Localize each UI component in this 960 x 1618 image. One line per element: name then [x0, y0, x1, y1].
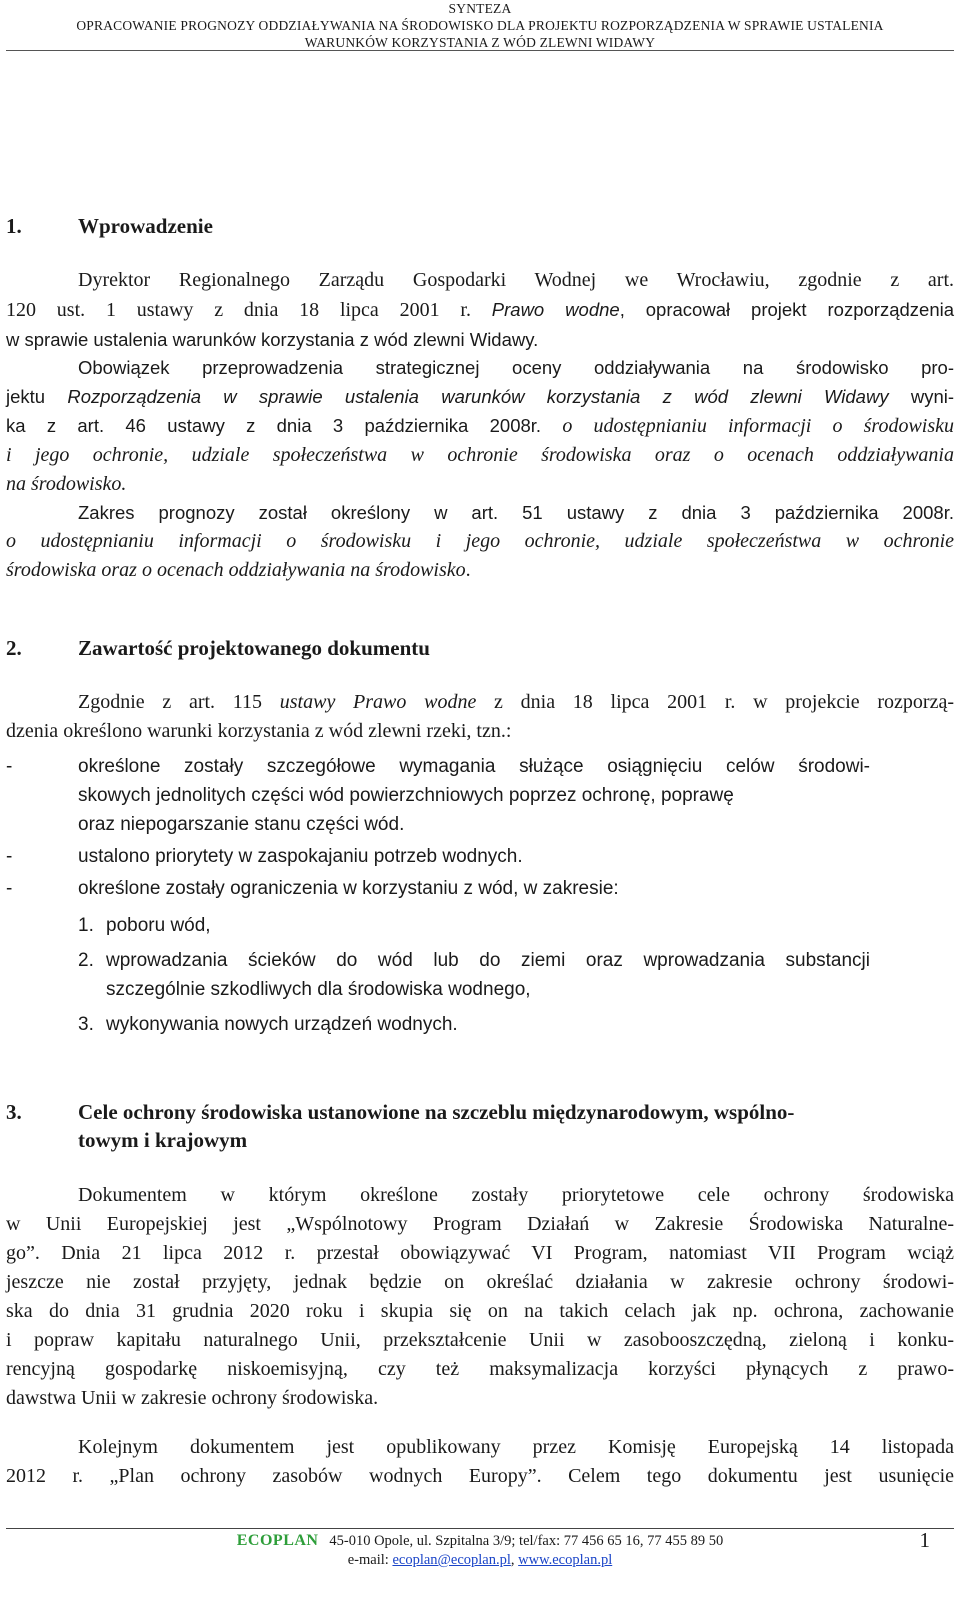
text-line-italic: o udostępnianiu informacji o środowisku i jego ochronie, udziale społeczeństwa w ochronie: [6, 530, 954, 552]
text-line: ska do dnia 31 grudnia 2020 roku i skupia się on na takich celach jak np. ochrona, zachowanie: [6, 1300, 954, 1322]
text-line: Dokumentem w którym określone zostały priorytetowe cele ochrony środowiska: [78, 1184, 954, 1206]
footer-rule: [6, 1528, 954, 1529]
text-run-italic: Rozporządzenia w sprawie ustalenia warunków korzystania z wód zlewni Widawy: [67, 386, 889, 407]
header-rule: [6, 50, 954, 51]
section-1-number: 1.: [6, 214, 22, 238]
text-run: ka z art. 46 ustawy z dnia 3 października 2008r.: [6, 415, 563, 436]
numbered-item: [6, 1010, 906, 1039]
numbered-item-number: 2.: [78, 950, 94, 971]
section-1-title: Wprowadzenie: [78, 214, 213, 238]
section-3-title-line1: Cele ochrony środowiska ustanowione na szczeblu międzynarodowym, wspólno-: [78, 1100, 795, 1124]
text-line: dzenia określono warunki korzystania z wód zlewni rzeki, tzn.:: [6, 720, 512, 742]
text-run: .: [465, 559, 471, 581]
running-header: [0, 0, 960, 51]
text-run-italic: ustawy Prawo wodne: [279, 691, 477, 713]
text-line: rencyjną gospodarkę niskoemisyjną, czy też maksymalizacja korzyści płynących z prawo-: [6, 1358, 954, 1380]
section-2-title: Zawartość projektowanego dokumentu: [78, 636, 430, 660]
section-2-paragraph-1: [6, 688, 954, 746]
section-1-heading: [0, 212, 960, 242]
footer-separator: ,: [510, 1552, 519, 1568]
section-3-paragraph-2: [6, 1433, 954, 1491]
text-run: Zgodnie z art. 115: [78, 691, 280, 713]
list-item-text: ustalono priorytety w zaspokajaniu potrzeb wodnych.: [78, 846, 523, 867]
numbered-item-number: 3.: [78, 1014, 94, 1035]
list-item-text: określone zostały ograniczenia w korzystaniu z wód, w zakresie:: [78, 878, 619, 899]
section-2-heading: [0, 634, 960, 664]
numbered-item-line: szczególnie szkodliwych dla środowiska wodnego,: [106, 979, 531, 1000]
text-line: 2012 r. „Plan ochrony zasobów wodnych Europy”. Celem tego dokumentu jest usunięcie: [6, 1465, 954, 1487]
text-line: w sprawie ustalenia warunków korzystania z wód zlewni Widawy.: [6, 329, 539, 350]
section-3-title-line2: towym i krajowym: [78, 1128, 248, 1152]
numbered-item: [6, 946, 906, 1004]
text-run-italic: Prawo wodne: [491, 299, 620, 320]
text-line: i popraw kapitału naturalnego Unii, przekształcenie Unii w zasobooszczędną, zieloną i konku-: [6, 1329, 954, 1351]
text-line-italic: i jego ochronie, udziale społeczeństwa w ochronie środowiska oraz o ocenach oddziaływania: [6, 444, 954, 466]
section-1-paragraph-1: [6, 266, 954, 354]
list-item-line: skowych jednolitych części wód powierzchniowych poprzez ochronę, poprawę: [78, 785, 734, 806]
requirements-list: [6, 752, 906, 1045]
text-line: Zakres prognozy został określony w art. 51 ustawy z dnia 3 października 2008r.: [78, 502, 954, 523]
header-title-line2: WARUNKÓW KORZYSTANIA Z WÓD ZLEWNI WIDAWY: [304, 35, 656, 50]
text-line: dawstwa Unii w zakresie ochrony środowiska.: [6, 1387, 379, 1409]
page-footer: [0, 1531, 960, 1570]
text-run: wyni-: [888, 386, 955, 407]
email-link[interactable]: ecoplan@ecoplan.pl: [392, 1552, 511, 1568]
list-item-line: oraz niepogarszanie stanu części wód.: [78, 814, 405, 835]
text-line-italic: na środowisko.: [6, 473, 127, 495]
text-run: z dnia 18 lipca 2001 r. w projekcie rozporzą-: [476, 691, 954, 713]
email-label: e-mail:: [347, 1552, 393, 1568]
numbered-item-line: wprowadzania ścieków do wód lub do ziemi oraz wprowadzania substancji: [106, 950, 870, 971]
section-1-paragraph-2: [6, 353, 954, 499]
website-link[interactable]: www.ecoplan.pl: [518, 1552, 613, 1568]
numbered-item: [6, 911, 906, 940]
text-run: , opracował projekt rozporządzenia: [619, 299, 955, 320]
text-run: 120 ust. 1 ustawy z dnia 18 lipca 2001 r.: [6, 299, 492, 321]
text-line: jeszcze nie został przyjęty, jednak będzie on określać działania w zakresie ochrony środowi-: [6, 1271, 954, 1293]
header-title-line1: OPRACOWANIE PROGNOZY ODDZIAŁYWANIA NA ŚRODOWISKO DLA PROJEKTU ROZPORZĄDZENIA W SPRAWIE USTALENIA: [76, 18, 884, 33]
text-line: w Unii Europejskiej jest „Wspólnotowy Program Działań w Zakresie Środowiska Naturalne-: [6, 1213, 954, 1235]
brand-name: ECOPLAN: [236, 1532, 319, 1549]
footer-address: 45-010 Opole, ul. Szpitalna 3/9; tel/fax: 77 456 65 16, 77 455 89 50: [329, 1533, 724, 1549]
text-line: go”. Dnia 21 lipca 2012 r. przestał obowiązywać VI Program, natomiast VII Program wciąż: [6, 1242, 954, 1264]
header-synteza: SYNTEZA: [448, 1, 512, 16]
text-line: Kolejnym dokumentem jest opublikowany przez Komisję Europejską 14 listopada: [78, 1436, 954, 1458]
text-run-italic: o udostępnianiu informacji o środowisku: [562, 415, 955, 437]
page-number: 1: [919, 1528, 930, 1552]
section-1-paragraph-3: [6, 498, 954, 585]
numbered-item-text: poboru wód,: [106, 915, 211, 936]
numbered-item-number: 1.: [78, 915, 94, 936]
text-run-italic: środowiska oraz o ocenach oddziaływania na środowisko: [6, 559, 466, 581]
list-item: - określone zostały szczegółowe wymagania służące osiągnięciu celów środowi- skowych jednolitych części wód powierzchniowych poprzez ochronę, poprawę oraz niepogarszanie stanu części wód.: [6, 752, 906, 839]
section-2-number: 2.: [6, 636, 22, 660]
text-line: Dyrektor Regionalnego Zarządu Gospodarki Wodnej we Wrocławiu, zgodnie z art.: [78, 269, 954, 291]
section-3-heading: [0, 1098, 960, 1158]
numbered-item-text: wykonywania nowych urządzeń wodnych.: [106, 1014, 458, 1035]
section-3-number: 3.: [6, 1100, 22, 1124]
text-line: Obowiązek przeprowadzenia strategicznej oceny oddziaływania na środowisko pro-: [78, 357, 954, 378]
list-item-line: określone zostały szczegółowe wymagania służące osiągnięciu celów środowi-: [78, 756, 870, 777]
section-3-paragraph-1: [6, 1181, 954, 1413]
list-item: - określone zostały ograniczenia w korzystaniu z wód, w zakresie:: [6, 874, 906, 903]
text-run: jektu: [6, 386, 68, 407]
list-item: - ustalono priorytety w zaspokajaniu potrzeb wodnych.: [6, 842, 906, 871]
